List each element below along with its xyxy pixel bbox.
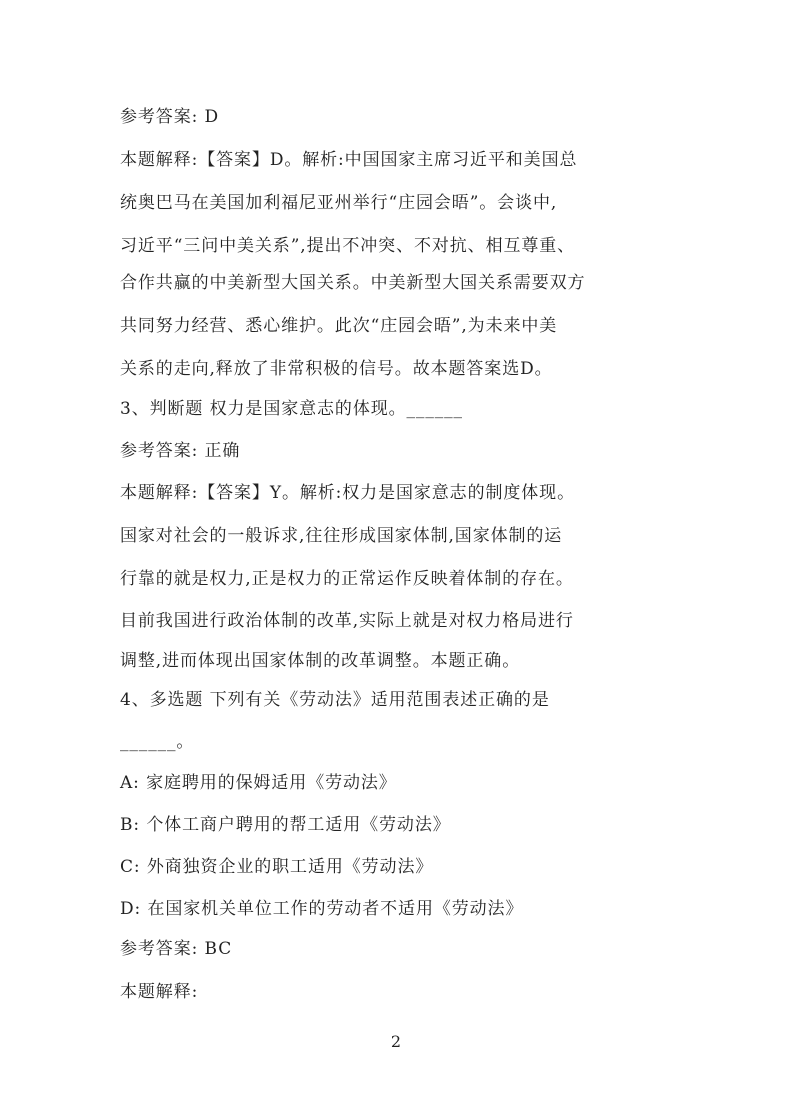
explanation-line: 本题解释:: [120, 982, 199, 1002]
explanation-line: 本题解释:【答案】Y。解析:权力是国家意志的制度体现。: [120, 483, 575, 503]
question-4-line: 4、多选题 下列有关《劳动法》适用范围表述正确的是: [120, 690, 550, 710]
page-number: 2: [390, 1032, 402, 1051]
explanation-line: 合作共赢的中美新型大国关系。中美新型大国关系需要双方: [120, 273, 586, 293]
explanation-line: 统奥巴马在美国加利福尼亚州举行“庄园会晤”。会谈中,: [120, 193, 558, 213]
explanation-line: 本题解释:【答案】D。解析:中国国家主席习近平和美国总: [120, 150, 578, 170]
explanation-line: 共同努力经营、悉心维护。此次“庄园会晤”,为未来中美: [120, 316, 558, 336]
answer-line-q3: 参考答案: 正确: [120, 441, 241, 461]
explanation-line: 目前我国进行政治体制的改革,实际上就是对权力格局进行: [120, 611, 574, 631]
answer-line-q2: 参考答案: D: [120, 107, 220, 127]
question-3-line: 3、判断题 权力是国家意志的体现。______: [120, 399, 463, 419]
explanation-line: 调整,进而体现出国家体制的改革调整。本题正确。: [120, 651, 521, 671]
option-a: A: 家庭聘用的保姆适用《劳动法》: [120, 773, 397, 793]
option-c: C: 外商独资企业的职工适用《劳动法》: [120, 857, 434, 877]
question-4-blank-line: ______。: [120, 732, 195, 752]
explanation-line: 习近平“三问中美关系”,提出不冲突、不对抗、相互尊重、: [120, 236, 576, 256]
answer-line-q4: 参考答案: BC: [120, 939, 233, 959]
explanation-line: 国家对社会的一般诉求,往往形成国家体制,国家体制的运: [120, 526, 563, 546]
explanation-line: 行靠的就是权力,正是权力的正常运作反映着体制的存在。: [120, 569, 574, 589]
option-d: D: 在国家机关单位工作的劳动者不适用《劳动法》: [120, 899, 524, 919]
explanation-line: 关系的走向,释放了非常积极的信号。故本题答案选D。: [120, 359, 553, 379]
option-b: B: 个体工商户聘用的帮工适用《劳动法》: [120, 815, 451, 835]
